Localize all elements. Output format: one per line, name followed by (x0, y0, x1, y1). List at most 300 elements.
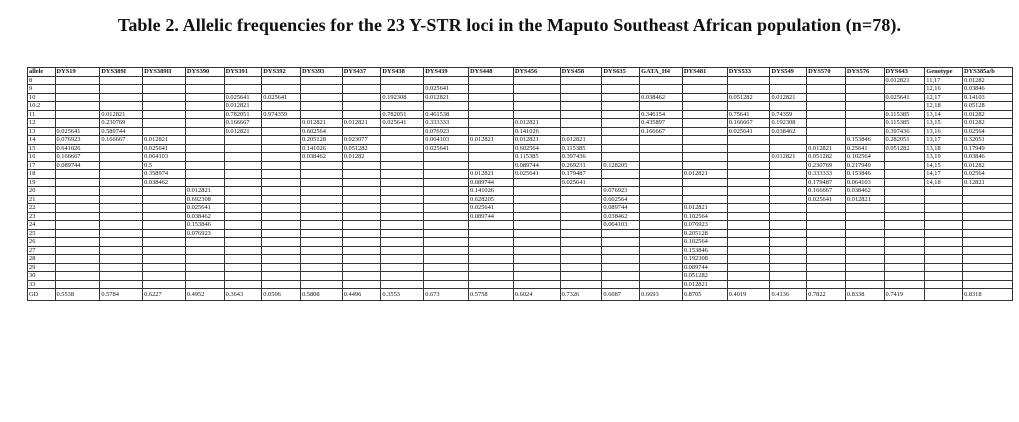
frequency-cell: 0.02564 (962, 127, 1012, 136)
frequency-cell (100, 246, 143, 255)
allele-cell: 15 (28, 144, 56, 153)
frequency-cell (640, 76, 683, 85)
table-row (28, 187, 1013, 196)
frequency-cell (262, 136, 301, 145)
frequency-cell: 0.115385 (884, 110, 925, 119)
column-header: DYS437 (342, 68, 381, 77)
allele-cell: 25 (28, 229, 56, 238)
frequency-cell (602, 110, 640, 119)
frequency-cell: 0.4136 (770, 289, 807, 301)
frequency-cell: 0.205128 (682, 229, 727, 238)
table-row (28, 136, 1013, 145)
frequency-cell: 0.782051 (224, 110, 262, 119)
allele-cell: 28 (28, 255, 56, 264)
frequency-cell: 0.012821 (143, 136, 186, 145)
frequency-cell: 0.12821 (962, 178, 1012, 187)
frequency-cell (962, 229, 1012, 238)
frequency-cell (845, 238, 884, 247)
column-header: DYS456 (513, 68, 560, 77)
frequency-cell (262, 85, 301, 94)
frequency-cell: 0.115385 (513, 153, 560, 162)
frequency-cell: 0.038462 (770, 127, 807, 136)
frequency-cell: 0.064103 (143, 153, 186, 162)
frequency-cell (770, 229, 807, 238)
frequency-cell: 0.01282 (342, 153, 381, 162)
frequency-cell: 0.14103 (962, 93, 1012, 102)
table-row (28, 161, 1013, 170)
frequency-cell: 0.025641 (469, 204, 514, 213)
frequency-cell (513, 76, 560, 85)
frequency-cell (770, 102, 807, 111)
frequency-cell (727, 246, 770, 255)
frequency-cell: 0.02564 (962, 170, 1012, 179)
frequency-cell: 0.4952 (185, 289, 224, 301)
frequency-cell (640, 187, 683, 196)
frequency-cell (185, 119, 224, 128)
frequency-cell (925, 204, 963, 213)
table-row (28, 212, 1013, 221)
frequency-cell (185, 110, 224, 119)
column-header: Genotype (925, 68, 963, 77)
frequency-cell: 0.282051 (884, 136, 925, 145)
frequency-cell (884, 178, 925, 187)
frequency-cell (727, 144, 770, 153)
frequency-cell (262, 161, 301, 170)
table-row (28, 246, 1013, 255)
frequency-cell (300, 204, 342, 213)
frequency-cell (602, 76, 640, 85)
frequency-cell: 0.8318 (962, 289, 1012, 301)
allele-cell: 22 (28, 204, 56, 213)
frequency-cell (845, 204, 884, 213)
frequency-cell (224, 136, 262, 145)
frequency-cell (424, 255, 469, 264)
frequency-cell: 0.8705 (682, 289, 727, 301)
frequency-cell: 0.064103 (424, 136, 469, 145)
frequency-cell (925, 289, 963, 301)
frequency-cell (884, 255, 925, 264)
frequency-cell (513, 272, 560, 281)
frequency-cell (424, 263, 469, 272)
frequency-cell (300, 255, 342, 264)
column-header: DYS439 (424, 68, 469, 77)
frequency-cell: 0.25641 (845, 144, 884, 153)
frequency-cell (469, 272, 514, 281)
frequency-cell: 0.012821 (770, 153, 807, 162)
frequency-cell (962, 187, 1012, 196)
frequency-cell: 0.089744 (55, 161, 100, 170)
frequency-cell: 14,18 (925, 178, 963, 187)
table-row (28, 102, 1013, 111)
frequency-cell: 0.333333 (807, 170, 846, 179)
frequency-cell (143, 246, 186, 255)
frequency-cell (342, 221, 381, 230)
frequency-cell (640, 178, 683, 187)
column-header: DYS533 (727, 68, 770, 77)
frequency-cell (143, 212, 186, 221)
frequency-cell: 14,17 (925, 170, 963, 179)
frequency-cell (100, 76, 143, 85)
frequency-cell (300, 238, 342, 247)
table-header-row (28, 68, 1013, 77)
frequency-cell (224, 187, 262, 196)
frequency-cell: 0.17949 (962, 144, 1012, 153)
frequency-cell (300, 93, 342, 102)
frequency-cell (300, 161, 342, 170)
allele-cell: 10 (28, 93, 56, 102)
frequency-cell (55, 221, 100, 230)
frequency-cell: 0.4496 (342, 289, 381, 301)
frequency-cell (884, 195, 925, 204)
frequency-cell (513, 110, 560, 119)
frequency-cell (342, 85, 381, 94)
frequency-cell (560, 110, 602, 119)
frequency-cell (55, 76, 100, 85)
frequency-cell (262, 127, 301, 136)
frequency-cell: 0.192308 (682, 255, 727, 264)
frequency-cell (342, 93, 381, 102)
frequency-cell (602, 170, 640, 179)
frequency-cell: 0.192308 (381, 93, 424, 102)
frequency-cell (100, 93, 143, 102)
frequency-cell: 0.012821 (424, 93, 469, 102)
frequency-cell (602, 102, 640, 111)
frequency-cell: 0.102564 (845, 153, 884, 162)
frequency-cell (100, 187, 143, 196)
frequency-cell (925, 255, 963, 264)
frequency-cell: 0.0506 (262, 289, 301, 301)
frequency-cell (640, 102, 683, 111)
frequency-cell: 0.038462 (185, 212, 224, 221)
frequency-cell (513, 187, 560, 196)
frequency-cell (262, 255, 301, 264)
frequency-cell (513, 93, 560, 102)
frequency-cell (424, 246, 469, 255)
frequency-cell (560, 102, 602, 111)
frequency-cell (224, 195, 262, 204)
frequency-cell (381, 178, 424, 187)
frequency-cell (262, 221, 301, 230)
frequency-cell (469, 255, 514, 264)
frequency-cell (224, 212, 262, 221)
frequency-cell: 0.076923 (424, 127, 469, 136)
frequency-cell (727, 255, 770, 264)
frequency-cell: 0.128205 (602, 161, 640, 170)
frequency-cell (469, 229, 514, 238)
frequency-cell (925, 238, 963, 247)
frequency-cell (143, 127, 186, 136)
frequency-cell: 0.974359 (262, 110, 301, 119)
frequency-cell: 0.01282 (962, 161, 1012, 170)
frequency-cell (962, 221, 1012, 230)
frequency-cell (962, 204, 1012, 213)
frequency-cell (845, 76, 884, 85)
allele-cell: 19 (28, 178, 56, 187)
frequency-cell (424, 161, 469, 170)
frequency-cell: 0.8338 (845, 289, 884, 301)
frequency-cell (807, 127, 846, 136)
frequency-cell: 0.05128 (962, 102, 1012, 111)
frequency-cell (300, 229, 342, 238)
frequency-cell: 13,19 (925, 153, 963, 162)
frequency-cell (143, 221, 186, 230)
frequency-cell (845, 85, 884, 94)
frequency-cell (884, 153, 925, 162)
frequency-cell: 0.025641 (884, 93, 925, 102)
frequency-cell (381, 263, 424, 272)
frequency-cell: 12,16 (925, 85, 963, 94)
frequency-cell: 0.6087 (602, 289, 640, 301)
frequency-cell: 0.141026 (469, 187, 514, 196)
frequency-cell: 12,17 (925, 93, 963, 102)
frequency-cell (424, 178, 469, 187)
frequency-cell (807, 238, 846, 247)
column-header: DYS576 (845, 68, 884, 77)
frequency-cell: 14,15 (925, 161, 963, 170)
allele-cell: 21 (28, 195, 56, 204)
frequency-cell (381, 144, 424, 153)
frequency-cell: 13,18 (925, 144, 963, 153)
frequency-cell (469, 102, 514, 111)
allele-cell: 33 (28, 280, 56, 289)
frequency-cell (640, 212, 683, 221)
frequency-cell (143, 272, 186, 281)
frequency-cell: 0.602564 (513, 144, 560, 153)
frequency-cell (962, 246, 1012, 255)
frequency-cell: 13,17 (925, 136, 963, 145)
frequency-cell (55, 229, 100, 238)
frequency-cell (513, 212, 560, 221)
frequency-cell: 0.692308 (185, 195, 224, 204)
frequency-cell (143, 93, 186, 102)
allelic-frequency-table (27, 67, 1013, 301)
frequency-cell (55, 263, 100, 272)
frequency-cell: 0.012821 (682, 170, 727, 179)
frequency-cell (807, 136, 846, 145)
frequency-cell (224, 76, 262, 85)
frequency-cell (560, 195, 602, 204)
frequency-cell (807, 102, 846, 111)
frequency-cell (560, 76, 602, 85)
allele-cell: 9 (28, 85, 56, 94)
frequency-cell (807, 212, 846, 221)
frequency-cell (513, 263, 560, 272)
table-row (28, 204, 1013, 213)
frequency-cell (381, 246, 424, 255)
frequency-cell: 0.358974 (143, 170, 186, 179)
frequency-cell (560, 127, 602, 136)
frequency-cell (424, 76, 469, 85)
frequency-cell: 0.089744 (602, 204, 640, 213)
frequency-cell: 0.012821 (469, 170, 514, 179)
frequency-cell (770, 204, 807, 213)
frequency-cell (560, 204, 602, 213)
frequency-cell (55, 255, 100, 264)
frequency-cell (224, 204, 262, 213)
frequency-cell (342, 127, 381, 136)
frequency-cell (962, 272, 1012, 281)
frequency-cell (100, 144, 143, 153)
frequency-cell: 0.038462 (845, 187, 884, 196)
frequency-cell: 11,17 (925, 76, 963, 85)
frequency-cell: 0.089744 (469, 178, 514, 187)
frequency-cell (469, 85, 514, 94)
frequency-cell (381, 221, 424, 230)
frequency-cell: 0.012821 (185, 187, 224, 196)
frequency-cell (55, 212, 100, 221)
frequency-cell (640, 263, 683, 272)
frequency-cell (55, 272, 100, 281)
frequency-cell (381, 161, 424, 170)
frequency-cell (602, 229, 640, 238)
frequency-cell (727, 102, 770, 111)
frequency-cell: 0.673 (424, 289, 469, 301)
frequency-cell (770, 263, 807, 272)
frequency-cell: 0.012821 (884, 76, 925, 85)
frequency-cell (381, 238, 424, 247)
frequency-cell (262, 204, 301, 213)
frequency-cell (143, 263, 186, 272)
frequency-cell (602, 136, 640, 145)
frequency-cell (640, 255, 683, 264)
frequency-cell: 0.012821 (342, 119, 381, 128)
frequency-cell (381, 76, 424, 85)
frequency-cell (770, 161, 807, 170)
frequency-cell: 0.025641 (807, 195, 846, 204)
frequency-cell (845, 93, 884, 102)
frequency-cell: 0.5 (143, 161, 186, 170)
frequency-cell (682, 136, 727, 145)
frequency-cell (770, 238, 807, 247)
frequency-cell (469, 119, 514, 128)
frequency-cell: 0.025641 (185, 204, 224, 213)
frequency-cell (727, 153, 770, 162)
frequency-cell (185, 255, 224, 264)
frequency-cell (602, 153, 640, 162)
frequency-cell (925, 280, 963, 289)
frequency-cell: 0.461538 (424, 110, 469, 119)
frequency-cell (342, 76, 381, 85)
frequency-cell: 0.115385 (884, 119, 925, 128)
frequency-cell (300, 221, 342, 230)
table-row (28, 127, 1013, 136)
frequency-cell (424, 195, 469, 204)
frequency-cell: 0.166667 (55, 153, 100, 162)
frequency-cell (185, 246, 224, 255)
frequency-cell (807, 204, 846, 213)
allele-cell: 18 (28, 170, 56, 179)
table-row (28, 170, 1013, 179)
frequency-cell (143, 119, 186, 128)
frequency-cell (224, 272, 262, 281)
frequency-cell (727, 187, 770, 196)
frequency-cell (55, 246, 100, 255)
frequency-cell (884, 229, 925, 238)
frequency-cell (185, 127, 224, 136)
frequency-cell (262, 144, 301, 153)
frequency-cell (381, 85, 424, 94)
frequency-cell: 0.051282 (682, 272, 727, 281)
frequency-cell (845, 263, 884, 272)
column-header: DYS448 (469, 68, 514, 77)
frequency-cell (300, 170, 342, 179)
frequency-cell (100, 178, 143, 187)
frequency-cell: 0.641026 (55, 144, 100, 153)
frequency-cell (424, 221, 469, 230)
frequency-cell (381, 170, 424, 179)
frequency-cell (224, 170, 262, 179)
frequency-cell (342, 280, 381, 289)
frequency-cell: 0.6693 (640, 289, 683, 301)
frequency-cell: 0.025641 (224, 93, 262, 102)
frequency-cell: 0.076923 (602, 187, 640, 196)
frequency-cell: 0.141026 (513, 127, 560, 136)
frequency-cell (381, 204, 424, 213)
frequency-cell (884, 246, 925, 255)
column-header: DYS385a/b (962, 68, 1012, 77)
frequency-cell (925, 195, 963, 204)
frequency-cell (602, 246, 640, 255)
frequency-cell: 0.5758 (469, 289, 514, 301)
frequency-cell (55, 187, 100, 196)
frequency-cell (807, 76, 846, 85)
frequency-cell (185, 136, 224, 145)
frequency-cell (55, 195, 100, 204)
frequency-cell (962, 280, 1012, 289)
frequency-cell (300, 212, 342, 221)
frequency-cell (469, 246, 514, 255)
frequency-cell (602, 263, 640, 272)
frequency-cell (727, 280, 770, 289)
allele-cell: 30 (28, 272, 56, 281)
frequency-cell (682, 76, 727, 85)
frequency-cell (381, 153, 424, 162)
frequency-cell (224, 161, 262, 170)
allele-cell: 10.2 (28, 102, 56, 111)
frequency-cell: 0.628205 (469, 195, 514, 204)
frequency-cell: 0.012821 (513, 119, 560, 128)
table-row (28, 153, 1013, 162)
frequency-cell (845, 229, 884, 238)
frequency-cell (342, 170, 381, 179)
frequency-cell (143, 255, 186, 264)
column-header: DYS635 (602, 68, 640, 77)
frequency-cell (560, 187, 602, 196)
frequency-cell (513, 221, 560, 230)
table-row (28, 119, 1013, 128)
frequency-cell (807, 110, 846, 119)
frequency-cell (342, 204, 381, 213)
frequency-cell (513, 255, 560, 264)
frequency-cell (100, 229, 143, 238)
frequency-cell (727, 272, 770, 281)
frequency-cell (925, 212, 963, 221)
frequency-cell (640, 221, 683, 230)
frequency-cell (100, 170, 143, 179)
frequency-cell (469, 93, 514, 102)
frequency-cell (560, 263, 602, 272)
frequency-cell (55, 119, 100, 128)
frequency-cell (727, 76, 770, 85)
frequency-cell: 0.3643 (224, 289, 262, 301)
frequency-cell (262, 280, 301, 289)
frequency-cell: 0.782051 (381, 110, 424, 119)
frequency-cell: 0.012821 (513, 136, 560, 145)
frequency-cell (807, 246, 846, 255)
column-header: DYS438 (381, 68, 424, 77)
frequency-cell (560, 119, 602, 128)
frequency-cell: 0.064103 (845, 178, 884, 187)
